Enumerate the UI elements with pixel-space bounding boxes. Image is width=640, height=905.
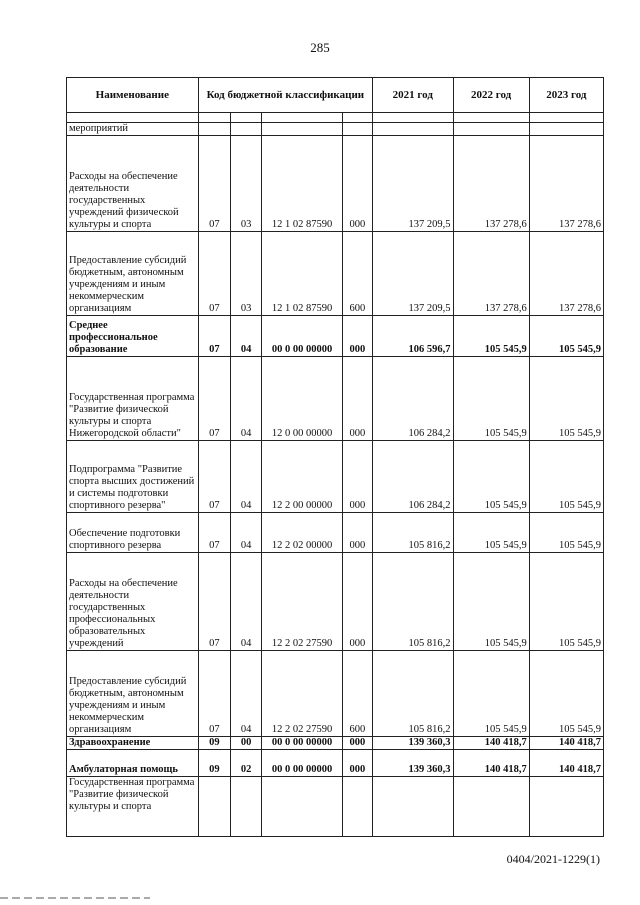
row-value-2023: 137 278,6 [529, 136, 603, 232]
row-value-2022: 105 545,9 [453, 357, 529, 441]
row-subsection: 04 [231, 316, 262, 357]
row-name: Расходы на обеспечение деятельности государственных учреждений физической культуры и спорта [67, 136, 199, 232]
row-expense-type [342, 777, 372, 837]
row-expense-type: 600 [342, 651, 372, 737]
header-code: Код бюджетной классификации [198, 78, 372, 113]
row-section: 07 [198, 513, 230, 553]
row-expense-type: 600 [342, 232, 372, 316]
row-subsection: 04 [231, 553, 262, 651]
row-target-article: 12 1 02 87590 [262, 136, 342, 232]
row-section: 09 [198, 737, 230, 750]
row-value-2022: 137 278,6 [453, 232, 529, 316]
row-value-2022 [453, 123, 529, 136]
table-row [67, 553, 604, 651]
row-subsection: 04 [231, 441, 262, 513]
header-2023: 2023 год [529, 78, 603, 113]
row-value-2021 [373, 777, 453, 837]
header-2021: 2021 год [373, 78, 453, 113]
row-target-article: 12 2 02 27590 [262, 553, 342, 651]
row-expense-type: 000 [342, 553, 372, 651]
row-section: 07 [198, 232, 230, 316]
row-subsection: 00 [231, 737, 262, 750]
row-target-article: 12 2 00 00000 [262, 441, 342, 513]
row-subsection: 04 [231, 513, 262, 553]
row-target-article [262, 123, 342, 136]
row-target-article: 12 2 02 27590 [262, 651, 342, 737]
row-section: 07 [198, 441, 230, 513]
row-name: Расходы на обеспечение деятельности государственных профессиональных образовательных учреждений [67, 553, 199, 651]
row-value-2023: 105 545,9 [529, 316, 603, 357]
row-section: 07 [198, 357, 230, 441]
page-number: 285 [310, 40, 330, 55]
row-value-2021: 106 284,2 [373, 441, 453, 513]
table-row [67, 232, 604, 316]
row-value-2021: 137 209,5 [373, 232, 453, 316]
row-name: Государственная программа "Развитие физической культуры и спорта Нижегородской области" [67, 357, 199, 441]
row-name: Обеспечение подготовки спортивного резерва [67, 513, 199, 553]
row-expense-type: 000 [342, 513, 372, 553]
table-row [67, 441, 604, 513]
row-value-2023: 105 545,9 [529, 513, 603, 553]
table-row [67, 777, 604, 837]
table-header-row [67, 78, 604, 113]
table-spacer-row [67, 113, 604, 123]
header-2022: 2022 год [453, 78, 529, 113]
row-subsection: 03 [231, 136, 262, 232]
row-value-2022: 105 545,9 [453, 441, 529, 513]
row-value-2021: 139 360,3 [373, 737, 453, 750]
table-row [67, 357, 604, 441]
row-value-2022: 105 545,9 [453, 513, 529, 553]
document-code: 0404/2021-1229(1) [506, 852, 600, 866]
row-value-2021: 106 596,7 [373, 316, 453, 357]
row-expense-type: 000 [342, 316, 372, 357]
row-expense-type [342, 123, 372, 136]
row-value-2022: 137 278,6 [453, 136, 529, 232]
row-value-2022 [453, 777, 529, 837]
row-section [198, 123, 230, 136]
row-name: Предоставление субсидий бюджетным, автономным учреждениям и иным некоммерческим организациям [67, 651, 199, 737]
scan-artifact-line [0, 897, 150, 899]
row-expense-type: 000 [342, 750, 372, 777]
header-name: Наименование [67, 78, 199, 113]
row-target-article: 00 0 00 00000 [262, 750, 342, 777]
row-value-2021 [373, 123, 453, 136]
row-value-2021: 139 360,3 [373, 750, 453, 777]
table-row [67, 750, 604, 777]
row-target-article: 12 1 02 87590 [262, 232, 342, 316]
row-name: Амбулаторная помощь [67, 750, 199, 777]
row-section: 07 [198, 651, 230, 737]
row-value-2023: 105 545,9 [529, 553, 603, 651]
row-subsection: 02 [231, 750, 262, 777]
budget-table [66, 77, 604, 837]
row-name: мероприятий [67, 123, 199, 136]
row-target-article [262, 777, 342, 837]
row-section: 09 [198, 750, 230, 777]
row-expense-type: 000 [342, 136, 372, 232]
row-target-article: 00 0 00 00000 [262, 737, 342, 750]
row-expense-type: 000 [342, 357, 372, 441]
row-target-article: 12 2 02 00000 [262, 513, 342, 553]
row-subsection [231, 123, 262, 136]
row-target-article: 00 0 00 00000 [262, 316, 342, 357]
row-expense-type: 000 [342, 737, 372, 750]
row-value-2021: 105 816,2 [373, 651, 453, 737]
row-value-2023 [529, 777, 603, 837]
table-row [67, 123, 604, 136]
row-value-2023: 105 545,9 [529, 651, 603, 737]
row-expense-type: 000 [342, 441, 372, 513]
table-row [67, 513, 604, 553]
row-target-article: 12 0 00 00000 [262, 357, 342, 441]
row-value-2022: 105 545,9 [453, 316, 529, 357]
row-value-2021: 105 816,2 [373, 553, 453, 651]
row-subsection: 04 [231, 357, 262, 441]
row-section: 07 [198, 136, 230, 232]
row-section [198, 777, 230, 837]
table-row [67, 136, 604, 232]
row-subsection: 04 [231, 651, 262, 737]
row-value-2023: 105 545,9 [529, 357, 603, 441]
row-subsection: 03 [231, 232, 262, 316]
row-name: Государственная программа "Развитие физической культуры и спорта [67, 777, 199, 837]
row-name: Здравоохранение [67, 737, 199, 750]
table-row [67, 737, 604, 750]
row-value-2023: 140 418,7 [529, 750, 603, 777]
row-name: Среднее профессиональное образование [67, 316, 199, 357]
row-name: Предоставление субсидий бюджетным, автономным учреждениям и иным некоммерческим организациям [67, 232, 199, 316]
row-value-2022: 140 418,7 [453, 737, 529, 750]
table-row [67, 316, 604, 357]
table-row [67, 651, 604, 737]
row-value-2023: 137 278,6 [529, 232, 603, 316]
row-value-2022: 105 545,9 [453, 651, 529, 737]
row-value-2021: 106 284,2 [373, 357, 453, 441]
row-value-2022: 105 545,9 [453, 553, 529, 651]
row-name: Подпрограмма "Развитие спорта высших достижений и системы подготовки спортивного резерва" [67, 441, 199, 513]
row-subsection [231, 777, 262, 837]
row-value-2023 [529, 123, 603, 136]
row-section: 07 [198, 316, 230, 357]
row-value-2023: 105 545,9 [529, 441, 603, 513]
row-section: 07 [198, 553, 230, 651]
row-value-2021: 137 209,5 [373, 136, 453, 232]
row-value-2021: 105 816,2 [373, 513, 453, 553]
row-value-2022: 140 418,7 [453, 750, 529, 777]
row-value-2023: 140 418,7 [529, 737, 603, 750]
